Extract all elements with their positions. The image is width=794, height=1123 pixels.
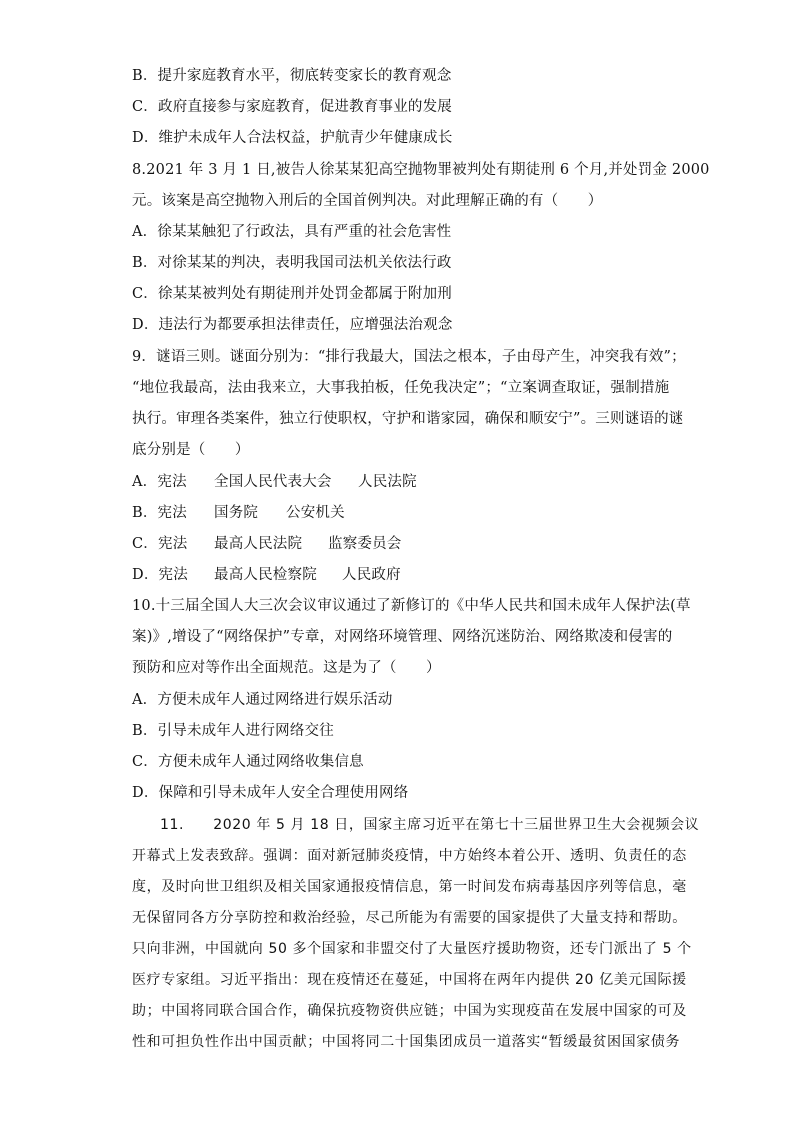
q10-option-d: D．保障和引导未成年人安全合理使用网络: [132, 785, 409, 801]
q9-option-d-letter: D．宪法: [132, 567, 188, 583]
q7-option-c: C．政府直接参与家庭教育，促进教育事业的发展: [132, 99, 452, 115]
q10-stem-line3: 预防和应对等作出全面规范。这是为了（ ）: [132, 660, 441, 676]
q9-option-d: [132, 565, 662, 585]
q9-stem-line3: 执行。审理各类案件，独立行使职权，守护和谐家园，确保和顺安宁”。三则谜语的谜: [132, 411, 684, 427]
q11-line4: 无保留同各方分享防控和救治经验，尽己所能为有需要的国家提供了大量支持和帮助。: [132, 910, 687, 926]
q11-line2: 开幕式上发表致辞。强调：面对新冠肺炎疫情，中方始终本着公开、透明、负责任的态: [132, 848, 687, 864]
q9-option-c-third: 监察委员会: [328, 536, 402, 552]
q8-stem-line2: 元。该案是高空抛物入刑后的全国首例判决。对此理解正确的有（ ）: [132, 193, 603, 209]
q9-stem-line1: 9．谜语三则。谜面分别为：“排行我最大，国法之根本，子由母产生，冲突我有效”；: [132, 349, 686, 365]
q9-option-d-third: 人民政府: [342, 567, 401, 583]
q10-stem-line1: 10.十三届全国人大三次会议审议通过了新修订的《中华人民共和国未成年人保护法(草: [132, 598, 691, 614]
q9-option-c-letter: C．宪法: [132, 536, 188, 552]
q8-option-b: B．对徐某某的判决，表明我国司法机关依法行政: [132, 255, 452, 271]
q10-option-a: A．方便未成年人通过网络进行娱乐活动: [132, 692, 393, 708]
q9-option-a-second: 全国人民代表大会: [214, 474, 332, 490]
q9-stem-line4: 底分别是（ ）: [132, 442, 250, 458]
q9-option-a-third: 人民法院: [358, 474, 417, 490]
q11-line7: 助；中国将同联合国合作，确保抗疫物资供应链；中国为实现疫苗在发展中国家的可及: [132, 1003, 687, 1019]
q7-option-d: D．维护未成年人合法权益，护航青少年健康成长: [132, 130, 453, 146]
q11-line5: 只向非洲，中国就向 50 多个国家和非盟交付了大量医疗援助物资，还专门派出了 5 个: [132, 941, 692, 957]
q9-option-b-third: 公安机关: [286, 505, 345, 521]
q9-option-a: [132, 472, 662, 492]
q11-line1: 11. 2020 年 5 月 18 日，国家主席习近平在第七十三届世界卫生大会视频会议: [160, 817, 700, 833]
q10-option-b: B．引导未成年人进行网络交往: [132, 723, 334, 739]
q9-option-d-second: 最高人民检察院: [214, 567, 317, 583]
q9-option-b-second: 国务院: [214, 505, 259, 521]
q10-stem-line2: 案)》,增设了“网络保护”专章，对网络环境管理、网络沉迷防治、网络欺凌和侵害的: [132, 629, 673, 645]
q11-line8: 性和可担负性作出中国贡献；中国将同二十国集团成员一道落实“暂缓最贫困国家债务: [132, 1034, 681, 1050]
q8-stem-line1: 8.2021 年 3 月 1 日,被告人徐某某犯高空抛物罪被判处有期徒刑 6 个月,并处罚金 2000: [132, 162, 710, 178]
q11-line3: 度，及时向世卫组织及相关国家通报疫情信息，第一时间发布病毒基因序列等信息，毫: [132, 879, 687, 895]
q9-option-b: [132, 503, 662, 523]
q9-option-a-letter: A．宪法: [132, 474, 187, 490]
q11-line6: 医疗专家组。习近平指出：现在疫情还在蔓延，中国将在两年内提供 20 亿美元国际援: [132, 972, 687, 988]
q8-option-d: D．违法行为都要承担法律责任，应增强法治观念: [132, 317, 453, 333]
q9-option-c: [132, 534, 662, 554]
q10-option-c: C．方便未成年人通过网络收集信息: [132, 754, 364, 770]
q9-stem-line2: “地位我最高，法由我来立，大事我拍板，任免我决定”；“立案调查取证，强制措施: [132, 380, 670, 396]
q7-option-b: B．提升家庭教育水平，彻底转变家长的教育观念: [132, 68, 452, 84]
q8-option-c: C．徐某某被判处有期徒刑并处罚金都属于附加刑: [132, 286, 452, 302]
q9-option-c-second: 最高人民法院: [214, 536, 303, 552]
q9-option-b-letter: B．宪法: [132, 505, 187, 521]
q8-option-a: A．徐某某触犯了行政法，具有严重的社会危害性: [132, 224, 452, 240]
